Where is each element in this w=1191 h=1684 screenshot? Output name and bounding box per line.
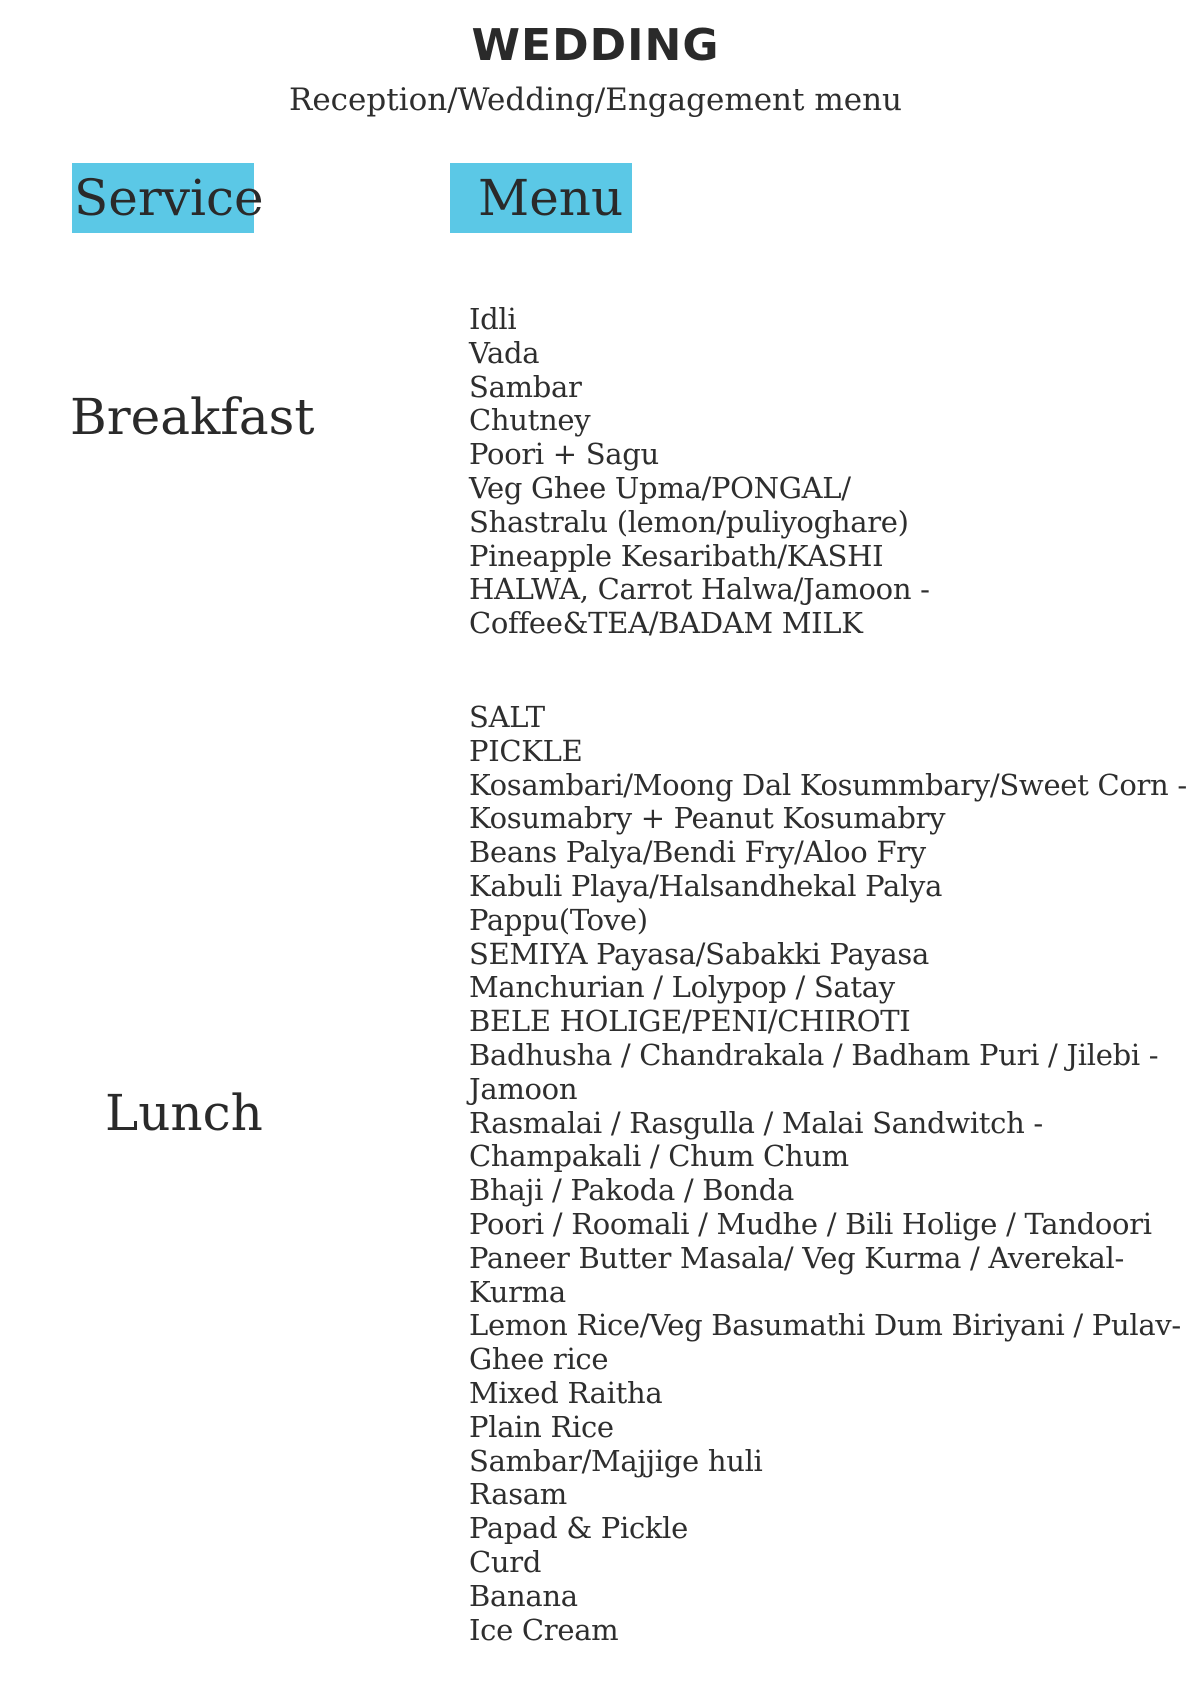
service-label-lunch: Lunch bbox=[105, 1084, 263, 1142]
lunch-menu-item: Ghee rice bbox=[469, 1342, 609, 1377]
service-column-header: Service bbox=[72, 163, 254, 233]
page-title: WEDDING bbox=[471, 20, 720, 71]
breakfast-menu-item: HALWA, Carrot Halwa/Jamoon - bbox=[469, 572, 930, 607]
breakfast-menu-item: Sambar bbox=[469, 369, 582, 404]
service-label-breakfast: Breakfast bbox=[70, 388, 315, 446]
breakfast-menu-item: Shastralu (lemon/puliyoghare) bbox=[469, 504, 909, 539]
lunch-menu-item: Beans Palya/Bendi Fry/Aloo Fry bbox=[469, 835, 926, 870]
lunch-menu-item: SALT bbox=[469, 700, 545, 734]
lunch-menu-item: Kabuli Playa/Halsandhekal Palya bbox=[469, 868, 943, 903]
lunch-menu-item: Banana bbox=[469, 1578, 578, 1613]
lunch-menu-item: Bhaji / Pakoda / Bonda bbox=[469, 1173, 795, 1208]
lunch-menu-item: Kurma bbox=[469, 1274, 566, 1309]
lunch-menu-item: Manchurian / Lolypop / Satay bbox=[469, 970, 895, 1005]
lunch-menu-item: Kosumabry + Peanut Kosumabry bbox=[469, 801, 946, 836]
breakfast-menu-list bbox=[469, 303, 1179, 641]
lunch-menu-item: Badhusha / Chandrakala / Badham Puri / Jilebi - bbox=[469, 1037, 1159, 1072]
lunch-menu-item: Plain Rice bbox=[469, 1409, 614, 1444]
lunch-menu-item: Sambar/Majjige huli bbox=[469, 1443, 763, 1478]
lunch-menu-item: Mixed Raitha bbox=[469, 1375, 663, 1410]
breakfast-menu-item: Pineapple Kesaribath/KASHI bbox=[469, 538, 884, 573]
lunch-menu-item: Ice Cream bbox=[469, 1612, 619, 1647]
lunch-menu-item: Papad & Pickle bbox=[469, 1511, 689, 1546]
menu-column-header: Menu bbox=[450, 163, 632, 233]
lunch-menu-list bbox=[469, 700, 1187, 1647]
breakfast-menu-item: Veg Ghee Upma/PONGAL/ bbox=[469, 470, 851, 505]
lunch-menu-item: Poori / Roomali / Mudhe / Bili Holige / Tandoori bbox=[469, 1206, 1152, 1241]
lunch-menu-item: Jamoon bbox=[469, 1071, 578, 1106]
breakfast-menu-item: Vada bbox=[469, 335, 540, 370]
breakfast-menu-item: Poori + Sagu bbox=[469, 437, 659, 472]
lunch-menu-item: Rasam bbox=[469, 1477, 567, 1512]
lunch-menu-item: Pappu(Tove) bbox=[469, 902, 648, 937]
lunch-menu-item: Paneer Butter Masala/ Veg Kurma / Averekal- bbox=[469, 1240, 1124, 1275]
lunch-menu-item: Kosambari/Moong Dal Kosummbary/Sweet Corn - bbox=[469, 767, 1187, 802]
page-subtitle: Reception/Wedding/Engagement menu bbox=[288, 82, 903, 118]
breakfast-menu-item: Idli bbox=[469, 302, 517, 336]
breakfast-menu-item: Chutney bbox=[469, 403, 591, 438]
lunch-menu-item: PICKLE bbox=[469, 733, 583, 768]
lunch-menu-item: Lemon Rice/Veg Basumathi Dum Biriyani / Pulav- bbox=[469, 1308, 1181, 1343]
lunch-menu-item: SEMIYA Payasa/Sabakki Payasa bbox=[469, 936, 929, 971]
breakfast-menu-item: Coffee&TEA/BADAM MILK bbox=[469, 606, 863, 641]
lunch-menu-item: BELE HOLIGE/PENI/CHIROTI bbox=[469, 1004, 911, 1039]
lunch-menu-item: Curd bbox=[469, 1544, 542, 1579]
lunch-menu-item: Champakali / Chum Chum bbox=[469, 1139, 849, 1174]
lunch-menu-item: Rasmalai / Rasgulla / Malai Sandwitch - bbox=[469, 1105, 1043, 1140]
